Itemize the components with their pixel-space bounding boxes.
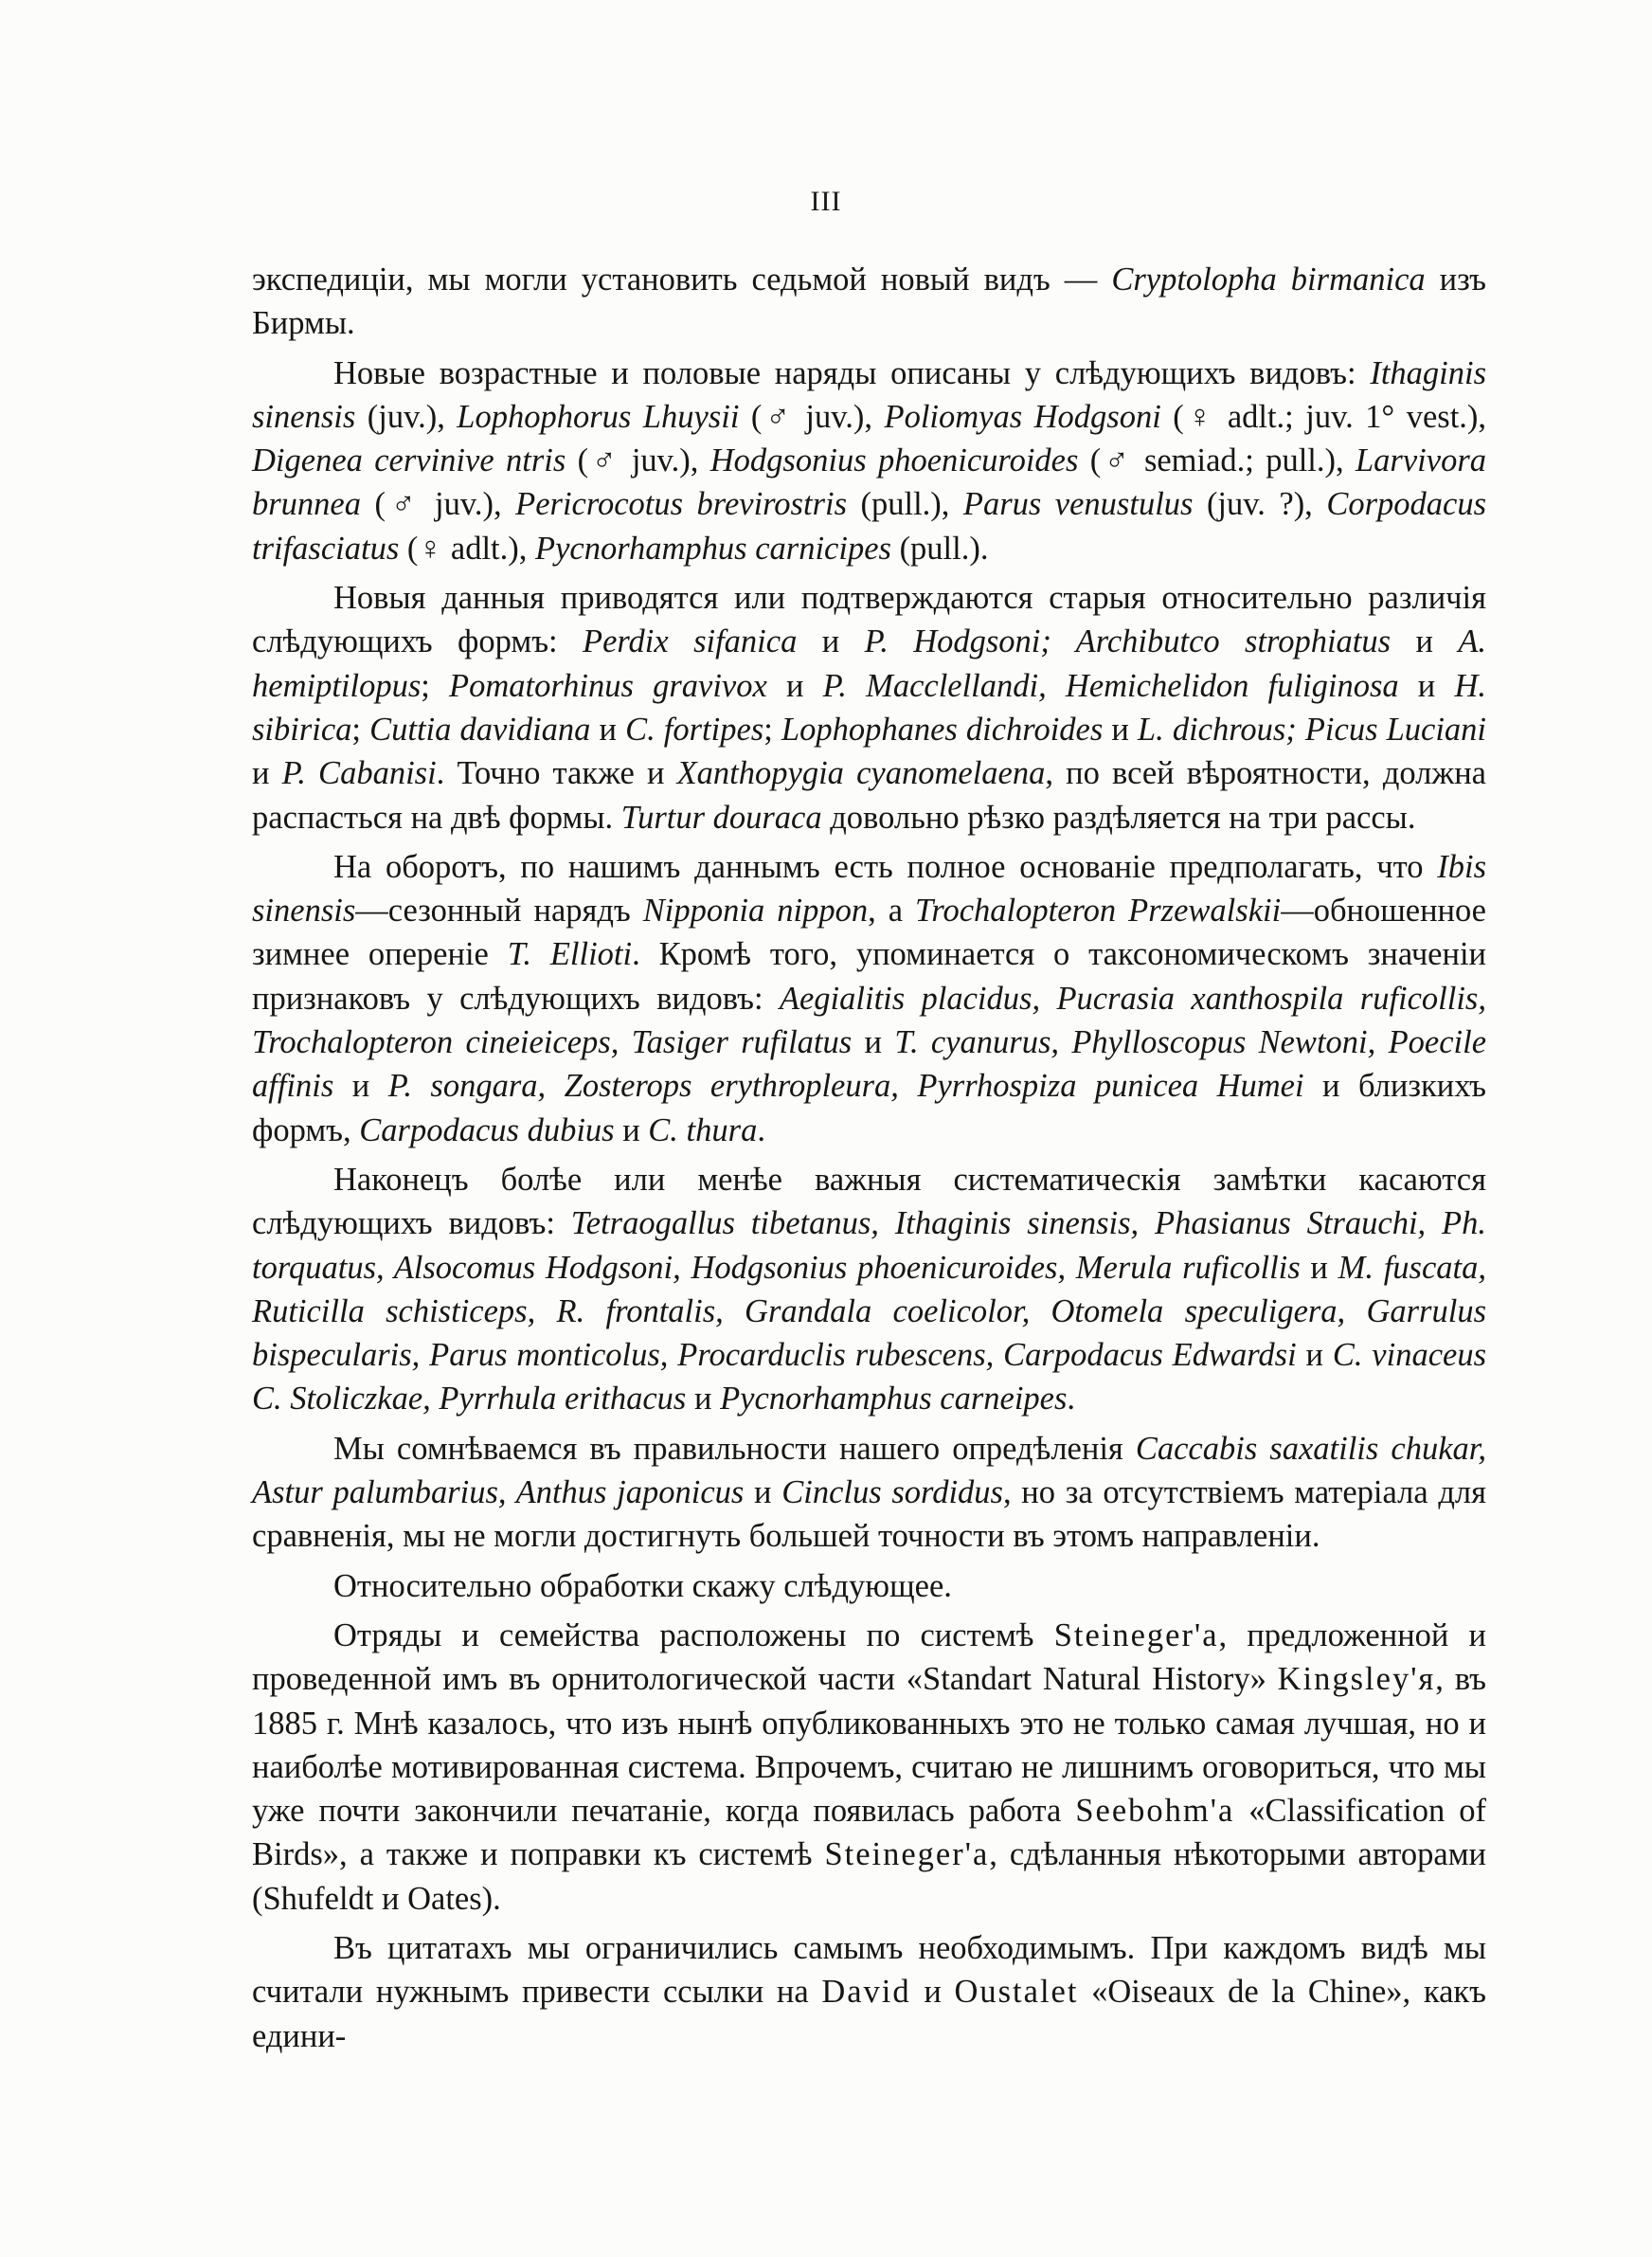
text-run: и: [1103, 711, 1138, 748]
text-run: На оборотъ, по нашимъ даннымъ есть полное основанiе предполагать, что: [333, 848, 1438, 885]
paragraph: [252, 576, 1486, 840]
text-run: (juv.),: [355, 398, 458, 435]
text-run: .: [1067, 1381, 1076, 1417]
text-run: Въ цитатахъ мы ограничились самымъ необходимымъ. При каждомъ видѣ мы считали нужнымъ привести ссылки на: [252, 1929, 1486, 2011]
text-run: (♂ semiad.; pull.),: [1078, 442, 1356, 479]
text-run: .: [757, 1111, 765, 1148]
body-text: [252, 258, 1486, 2064]
text-run: , въ 1885 г. Мнѣ казалось, что изъ нынѣ опубликованныхъ это не только самая лучшая, но и наиболѣе мотивированная система. Впрочемъ, считаю не лишнимъ оговориться, что мы уже почти закончили печатанiе, когда появилась работа: [252, 1661, 1486, 1830]
latin-taxon-name: C. thura: [648, 1111, 758, 1148]
text-run: (♀ adlt.),: [399, 530, 535, 567]
text-run: ;: [421, 667, 450, 704]
latin-taxon-name: P. Macclellandi, Hemichelidon fuliginosa: [822, 667, 1399, 704]
latin-taxon-name: A. hemiptilopus: [252, 623, 1487, 704]
text-run: «Classification of Birds», а также и поправки къ системѣ: [252, 1793, 1486, 1873]
text-run: —обношенное зимнее оперенiе: [252, 893, 1486, 973]
text-run: . Точно также и: [436, 755, 677, 792]
author-name: Steineger'a: [824, 1836, 990, 1873]
text-run: (♂ juv.),: [739, 398, 885, 435]
latin-taxon-name: Pericrocotus brevirostris: [515, 486, 848, 523]
paragraph: [252, 1614, 1486, 1921]
latin-taxon-name: Ibis sinensis: [252, 848, 1486, 930]
text-run: ;: [351, 711, 370, 748]
paragraph: [252, 1427, 1486, 1559]
latin-taxon-name: Hodgsonius phoenicuroides: [709, 442, 1079, 479]
latin-taxon-name: P. songara, Zosterops erythropleura, Pyrrhospiza punicea Humei: [387, 1068, 1304, 1105]
text-run: довольно рѣзко раздѣляется на три рассы.: [821, 799, 1416, 836]
latin-taxon-name: M. fuscata, Ruticilla schisticeps, R. frontalis, Grandala coelicolor, Otomela speculigera, Garrulus bispecularis, Parus monticolus, Procarduclis rubescens, Carpodacus Edwardsi: [252, 1249, 1486, 1374]
text-run: «Oiseaux de la Chine», какъ едини-: [252, 1974, 1486, 2054]
latin-taxon-name: C. fortipes: [625, 711, 764, 748]
text-run: (juv. ?),: [1193, 486, 1327, 523]
text-run: и: [614, 1111, 649, 1148]
text-run: Отряды и семейства расположены по системѣ: [333, 1616, 1054, 1653]
text-run: и: [686, 1381, 721, 1417]
text-run: (pull.),: [847, 486, 963, 523]
latin-taxon-name: T. Ellioti: [507, 936, 633, 973]
text-run: и: [852, 1024, 895, 1061]
text-run: (♂ juv.),: [361, 486, 516, 523]
text-run: Мы сомнѣваемся въ правильности нашего опредѣленiя: [333, 1430, 1136, 1467]
author-name: Oustalet: [954, 1974, 1079, 2011]
latin-taxon-name: Caccabis saxatilis chukar, Astur palumbarius, Anthus japonicus: [252, 1430, 1486, 1511]
latin-taxon-name: Aegialitis placidus, Pucrasia xanthospila ruficollis, Trochalopteron cineieiceps, Tasiger rufilatus: [252, 980, 1486, 1061]
latin-taxon-name: H. sibirica: [252, 667, 1486, 748]
paragraph: [252, 1564, 1486, 1608]
latin-taxon-name: Pycnorhamphus carnicipes: [535, 530, 891, 567]
latin-taxon-name: Parus venustulus: [962, 486, 1194, 523]
latin-taxon-name: Cinclus sordidus: [781, 1474, 1003, 1511]
text-run: (♀ adlt.; juv. 1° vest.),: [1160, 398, 1487, 435]
text-run: и: [1296, 1337, 1333, 1374]
latin-taxon-name: Poliomyas Hodgsoni: [884, 398, 1161, 435]
latin-taxon-name: Lophophanes dichroides: [781, 711, 1104, 748]
text-run: ;: [763, 711, 781, 748]
latin-taxon-name: Nipponia nippon: [642, 893, 869, 930]
text-run: и: [1391, 623, 1459, 660]
author-name: Kingsley'я: [1277, 1661, 1436, 1698]
latin-taxon-name: Ithaginis sinensis: [252, 354, 1486, 435]
latin-taxon-name: T. cyanurus, Phylloscopus Newtoni, Poecile affinis: [252, 1024, 1487, 1105]
text-run: Наконецъ болѣе или менѣе важныя систематическiя замѣтки касаются слѣдующихъ видовъ:: [252, 1161, 1486, 1242]
text-run: и: [766, 667, 823, 704]
text-run: , а: [868, 893, 916, 930]
text-run: экспедицiи, мы могли установить седьмой новый видъ —: [252, 262, 1112, 298]
paragraph: [252, 258, 1486, 346]
text-run: изъ Бирмы.: [252, 262, 1487, 342]
latin-taxon-name: Lophophorus Lhuysii: [457, 398, 740, 435]
latin-taxon-name: Cryptolopha birmanica: [1111, 262, 1426, 298]
text-run: Новыя данныя приводятся или подтверждаются старыя относительно различiя слѣдующихъ формъ:: [252, 580, 1486, 660]
latin-taxon-name: Tetraogallus tibetanus, Ithaginis sinensis, Phasianus Strauchi, Ph. torquatus, Alsocomus Hodgsoni, Hodgsonius phoenicuroides, Merula ruficollis: [252, 1205, 1486, 1286]
latin-taxon-name: Pycnorhamphus carneipes: [720, 1381, 1068, 1417]
paragraph: [252, 1158, 1486, 1421]
text-run: Новые возрастные и половые наряды описаны у слѣдующихъ видовъ:: [333, 354, 1371, 391]
text-run: и: [333, 1068, 388, 1105]
text-run: (pull.).: [890, 530, 989, 567]
latin-taxon-name: Xanthopygia cyanomelaena: [676, 755, 1046, 792]
text-run: и: [590, 711, 626, 748]
latin-taxon-name: P. Cabanisi: [281, 755, 437, 792]
latin-taxon-name: Pomatorhinus gravivox: [449, 667, 767, 704]
latin-taxon-name: Larvivora brunnea: [252, 442, 1486, 523]
latin-taxon-name: C. vinaceus C. Stoliczkae, Pyrrhula erithacus: [252, 1337, 1486, 1417]
text-run: и: [252, 755, 282, 792]
text-run: . Кромѣ того, упоминается о таксономическомъ значенiи признаковъ у слѣдующихъ видовъ:: [252, 936, 1486, 1017]
text-run: и: [1398, 667, 1455, 704]
text-run: , предложенной и проведенной имъ въ орнитологической части «Standart Natural History»: [252, 1616, 1486, 1698]
latin-taxon-name: Corpodacus trifasciatus: [252, 486, 1486, 567]
text-run: и: [744, 1474, 782, 1511]
text-run: Относительно обработки скажу слѣдующее.: [333, 1567, 952, 1604]
text-run: и близкихъ формъ,: [252, 1068, 1486, 1148]
text-run: и: [797, 623, 865, 660]
text-run: (♂ juv.),: [566, 442, 710, 479]
text-run: и: [910, 1974, 955, 2011]
latin-taxon-name: L. dichrous; Picus Luciani: [1137, 711, 1487, 748]
text-run: и: [1300, 1249, 1338, 1286]
text-run: , сдѣланныя нѣкоторыми авторами (Shufeldt и Oates).: [252, 1836, 1487, 1917]
latin-taxon-name: Turtur douraca: [620, 799, 822, 836]
page-number: III: [810, 186, 842, 217]
text-run: —сезонный нарядъ: [355, 893, 643, 930]
latin-taxon-name: Perdix sifanica: [583, 623, 798, 660]
latin-taxon-name: Cuttia davidiana: [369, 711, 591, 748]
paragraph: [252, 845, 1486, 1152]
text-run: , но за отсутствiемъ матерiала для сравненiя, мы не могли достигнуть большей точности въ этомъ направленiи.: [252, 1474, 1486, 1555]
latin-taxon-name: P. Hodgsoni; Archibutco strophiatus: [864, 623, 1392, 660]
author-name: David: [821, 1974, 911, 2011]
latin-taxon-name: Trochalopteron Przewalskii: [915, 893, 1282, 930]
paragraph: [252, 352, 1486, 570]
latin-taxon-name: Carpodacus dubius: [359, 1111, 615, 1148]
author-name: Seebohm'a: [1075, 1793, 1235, 1830]
paragraph: [252, 1926, 1486, 2058]
text-run: , по всей вѣроятности, должна распасться на двѣ формы.: [252, 755, 1486, 836]
latin-taxon-name: Digenea cervinive ntris: [252, 442, 566, 479]
author-name: Steineger'a: [1053, 1616, 1219, 1653]
